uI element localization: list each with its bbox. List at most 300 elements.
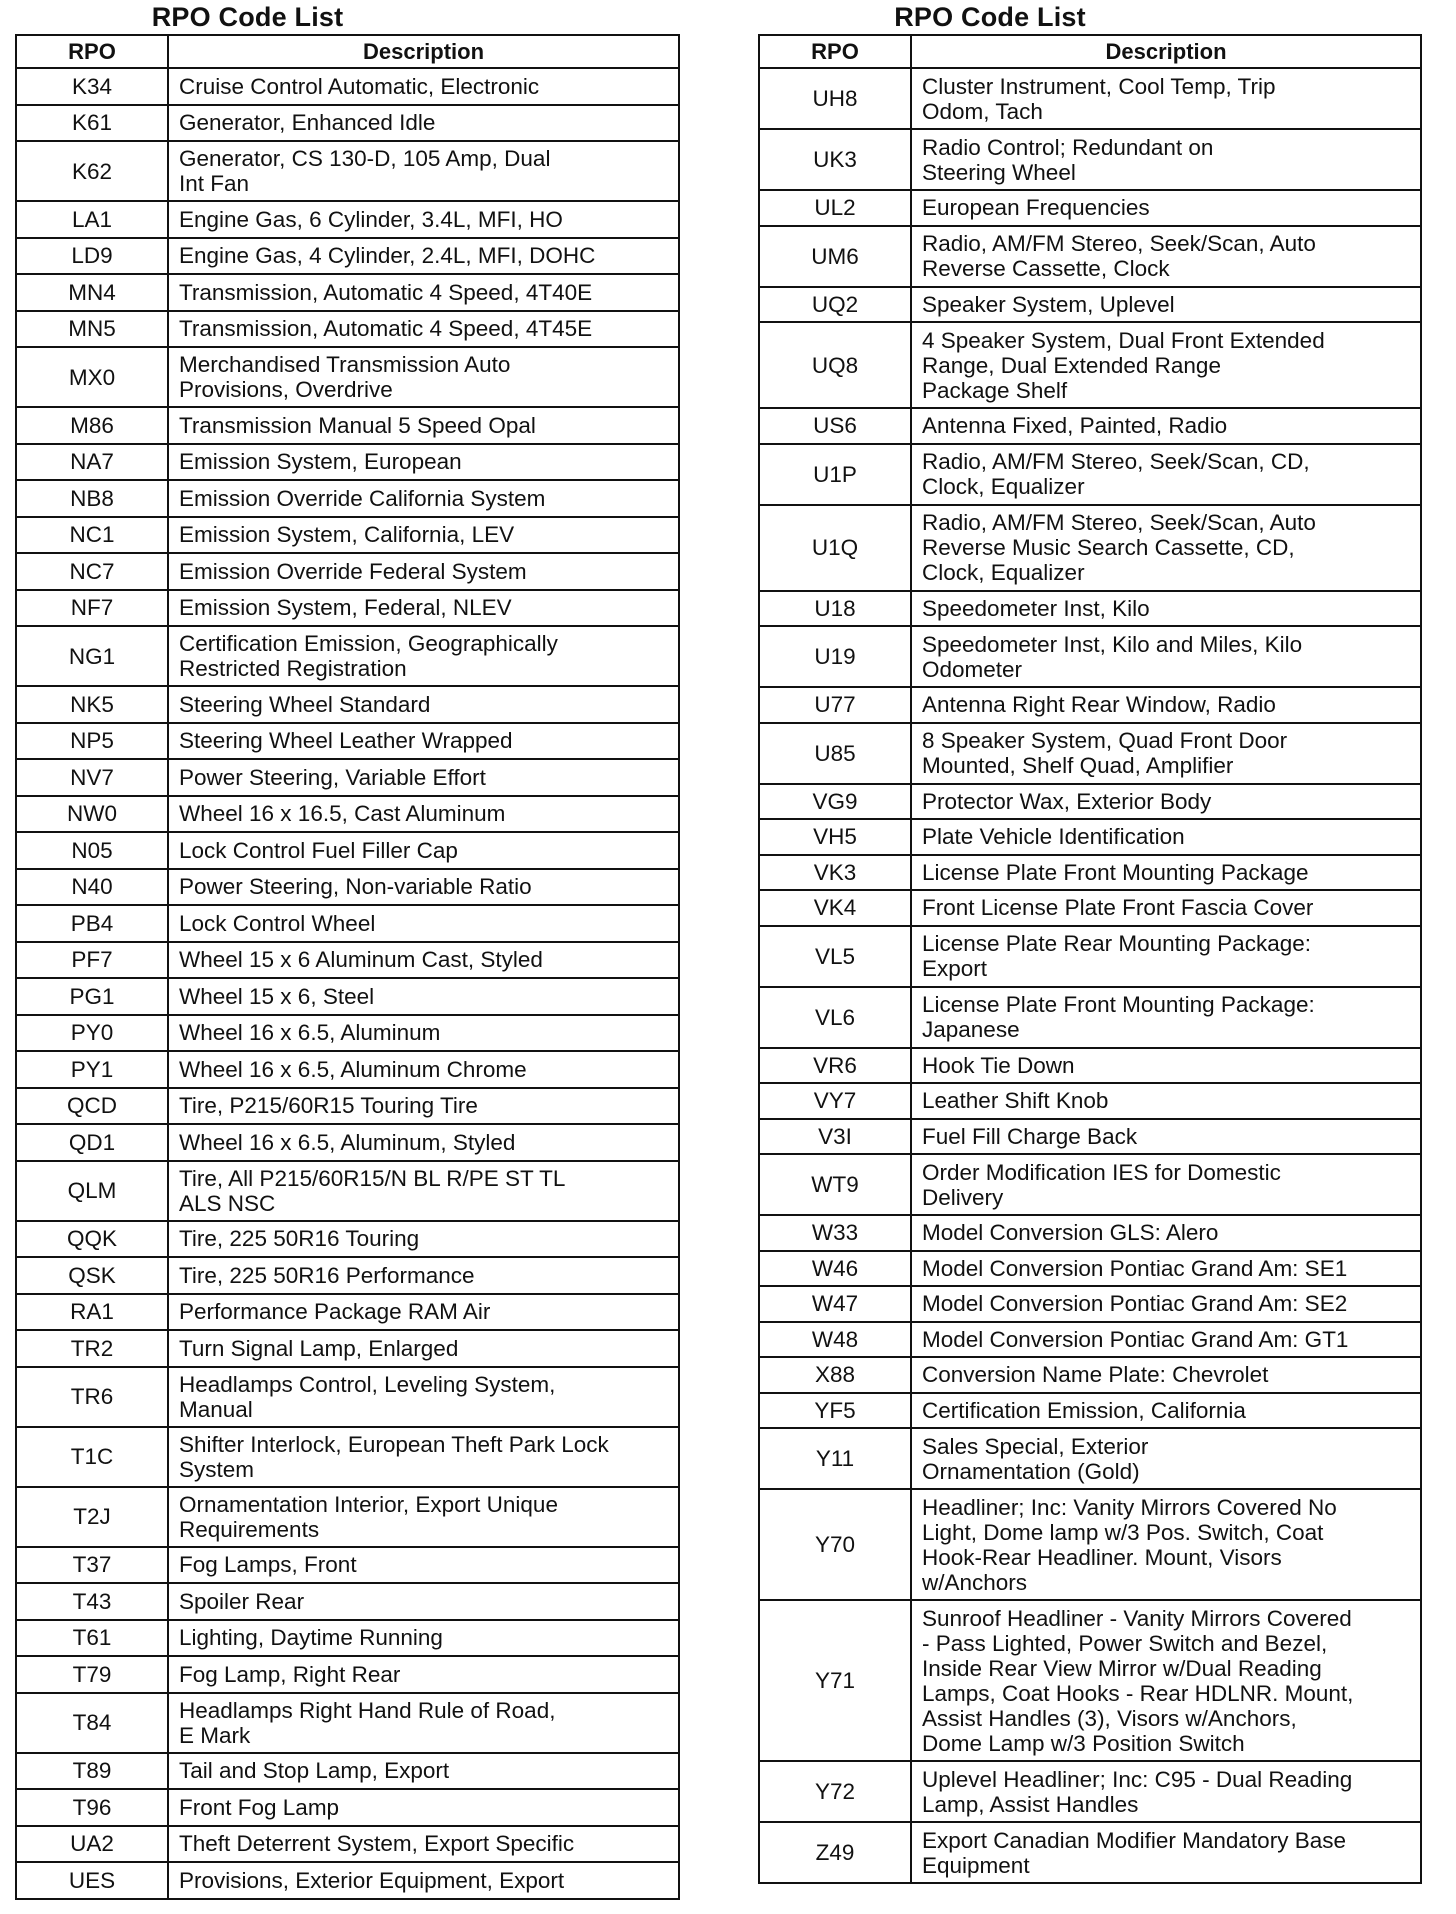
rpo-code-cell: US6 bbox=[759, 408, 911, 444]
table-row bbox=[16, 1547, 679, 1584]
rpo-code-cell: UA2 bbox=[16, 1826, 168, 1863]
rpo-code-cell: X88 bbox=[759, 1357, 911, 1393]
description-line: Leather Shift Knob bbox=[922, 1088, 1109, 1114]
table-row bbox=[16, 832, 679, 869]
description-line: Wheel 16 x 16.5, Cast Aluminum bbox=[179, 801, 506, 827]
table-row bbox=[759, 1357, 1421, 1393]
rpo-code-cell: T37 bbox=[16, 1547, 168, 1584]
description-line: European Frequencies bbox=[922, 195, 1150, 221]
rpo-code-cell: M86 bbox=[16, 407, 168, 444]
rpo-code-cell: U1P bbox=[759, 444, 911, 505]
rpo-code-cell: VG9 bbox=[759, 784, 911, 820]
description-cell bbox=[168, 1789, 679, 1826]
description-cell bbox=[168, 1221, 679, 1258]
table-row bbox=[16, 274, 679, 311]
table-row bbox=[16, 723, 679, 760]
rpo-code-cell: Y71 bbox=[759, 1600, 911, 1761]
description-line: Wheel 15 x 6 Aluminum Cast, Styled bbox=[179, 947, 543, 973]
description-cell bbox=[168, 1753, 679, 1790]
description-line: Antenna Right Rear Window, Radio bbox=[922, 692, 1276, 718]
table-row bbox=[16, 517, 679, 554]
description-cell bbox=[911, 408, 1421, 444]
description-line: Wheel 16 x 6.5, Aluminum Chrome bbox=[179, 1056, 527, 1082]
description-cell bbox=[911, 287, 1421, 323]
description-line: Transmission Manual 5 Speed Opal bbox=[179, 412, 536, 438]
description-cell bbox=[168, 1826, 679, 1863]
rpo-code-cell: NV7 bbox=[16, 759, 168, 796]
description-line: Order Modification IES for Domestic bbox=[922, 1159, 1281, 1185]
description-line: Hook-Rear Headliner. Mount, Visors bbox=[922, 1544, 1282, 1570]
description-line: Japanese bbox=[922, 1017, 1020, 1042]
description-cell bbox=[168, 105, 679, 142]
description-line: Emission Override Federal System bbox=[179, 558, 527, 584]
rpo-code-cell: RA1 bbox=[16, 1294, 168, 1331]
description-cell bbox=[168, 1367, 679, 1427]
description-line: Reverse Music Search Cassette, CD, bbox=[922, 535, 1295, 560]
description-cell bbox=[168, 590, 679, 627]
table-row bbox=[759, 987, 1421, 1048]
description-line: Mounted, Shelf Quad, Amplifier bbox=[922, 753, 1234, 778]
right-rpo-column-header: RPO bbox=[759, 35, 911, 68]
description-line: Cluster Instrument, Cool Temp, Trip bbox=[922, 73, 1276, 99]
table-row bbox=[16, 201, 679, 238]
description-cell bbox=[911, 1428, 1421, 1489]
description-cell bbox=[168, 68, 679, 105]
rpo-code-cell: VL6 bbox=[759, 987, 911, 1048]
description-line: Model Conversion GLS: Alero bbox=[922, 1220, 1219, 1246]
description-cell bbox=[911, 1489, 1421, 1600]
table-row bbox=[16, 1124, 679, 1161]
description-line: Headlamps Control, Leveling System, bbox=[179, 1371, 556, 1397]
rpo-code-cell: VR6 bbox=[759, 1048, 911, 1084]
table-row bbox=[16, 1826, 679, 1863]
description-cell bbox=[911, 1048, 1421, 1084]
rpo-code-cell: VK4 bbox=[759, 890, 911, 926]
description-line: Requirements bbox=[179, 1516, 320, 1542]
description-line: 8 Speaker System, Quad Front Door bbox=[922, 728, 1288, 753]
rpo-code-cell: TR6 bbox=[16, 1367, 168, 1427]
description-cell bbox=[911, 190, 1421, 226]
description-line: Power Steering, Non-variable Ratio bbox=[179, 874, 532, 900]
right-description-column-header: Description bbox=[911, 35, 1421, 68]
description-cell bbox=[168, 1547, 679, 1584]
description-line: Lamps, Coat Hooks - Rear HDLNR. Mount, bbox=[922, 1680, 1354, 1706]
description-line: Provisions, Overdrive bbox=[179, 377, 393, 402]
description-cell bbox=[168, 444, 679, 481]
rpo-code-cell: NC1 bbox=[16, 517, 168, 554]
description-cell bbox=[168, 1583, 679, 1620]
table-row bbox=[759, 408, 1421, 444]
right-table-title: RPO Code List bbox=[894, 2, 1086, 32]
description-line: Spoiler Rear bbox=[179, 1588, 305, 1614]
description-line: Conversion Name Plate: Chevrolet bbox=[922, 1362, 1269, 1388]
description-line: Transmission, Automatic 4 Speed, 4T40E bbox=[179, 279, 593, 305]
description-cell bbox=[168, 141, 679, 201]
description-line: Hook Tie Down bbox=[922, 1052, 1075, 1078]
description-line: Manual bbox=[179, 1396, 253, 1422]
description-line: Model Conversion Pontiac Grand Am: GT1 bbox=[922, 1326, 1349, 1352]
description-line: ALS NSC bbox=[179, 1190, 276, 1216]
table-row bbox=[759, 129, 1421, 190]
description-cell bbox=[168, 480, 679, 517]
rpo-code-cell: TR2 bbox=[16, 1330, 168, 1367]
table-row bbox=[16, 347, 679, 407]
table-row bbox=[16, 1862, 679, 1899]
description-line: Model Conversion Pontiac Grand Am: SE2 bbox=[922, 1291, 1348, 1317]
table-row bbox=[16, 686, 679, 723]
description-cell bbox=[168, 1862, 679, 1899]
description-line: Ornamentation Interior, Export Unique bbox=[179, 1491, 558, 1517]
rpo-code-cell: T96 bbox=[16, 1789, 168, 1826]
description-cell bbox=[168, 832, 679, 869]
table-row bbox=[16, 1294, 679, 1331]
table-row bbox=[759, 1322, 1421, 1358]
rpo-code-cell: PF7 bbox=[16, 942, 168, 979]
rpo-code-cell: UL2 bbox=[759, 190, 911, 226]
description-line: Certification Emission, Geographically bbox=[179, 631, 558, 656]
rpo-code-cell: Y72 bbox=[759, 1761, 911, 1822]
description-line: Theft Deterrent System, Export Specific bbox=[179, 1831, 575, 1857]
table-row bbox=[759, 1489, 1421, 1600]
description-cell bbox=[168, 978, 679, 1015]
rpo-code-cell: PG1 bbox=[16, 978, 168, 1015]
rpo-code-cell: UES bbox=[16, 1862, 168, 1899]
table-row bbox=[16, 1620, 679, 1657]
table-row bbox=[759, 626, 1421, 687]
description-line: Performance Package RAM Air bbox=[179, 1299, 491, 1325]
rpo-code-cell: PY0 bbox=[16, 1015, 168, 1052]
rpo-code-cell: U18 bbox=[759, 591, 911, 627]
description-line: Wheel 15 x 6, Steel bbox=[179, 983, 375, 1009]
right-header-row bbox=[759, 35, 1421, 68]
table-row bbox=[16, 759, 679, 796]
description-line: Fog Lamp, Right Rear bbox=[179, 1661, 401, 1687]
description-cell bbox=[911, 1357, 1421, 1393]
description-line: Front License Plate Front Fascia Cover bbox=[922, 895, 1314, 921]
description-line: Radio, AM/FM Stereo, Seek/Scan, CD, bbox=[922, 449, 1310, 474]
table-row bbox=[759, 687, 1421, 723]
rpo-code-cell: QQK bbox=[16, 1221, 168, 1258]
description-line: Front Fog Lamp bbox=[179, 1794, 340, 1820]
description-cell bbox=[168, 517, 679, 554]
rpo-list-left bbox=[15, 0, 680, 1900]
description-cell bbox=[168, 1015, 679, 1052]
description-cell bbox=[168, 723, 679, 760]
rpo-code-cell: T89 bbox=[16, 1753, 168, 1790]
table-row bbox=[759, 226, 1421, 287]
rpo-code-cell: NA7 bbox=[16, 444, 168, 481]
table-row bbox=[759, 1215, 1421, 1251]
rpo-code-cell: Y70 bbox=[759, 1489, 911, 1600]
table-row bbox=[16, 1257, 679, 1294]
description-line: Tail and Stop Lamp, Export bbox=[179, 1758, 450, 1784]
description-cell bbox=[911, 626, 1421, 687]
description-cell bbox=[168, 407, 679, 444]
table-row bbox=[16, 1427, 679, 1487]
description-cell bbox=[911, 890, 1421, 926]
description-cell bbox=[168, 905, 679, 942]
rpo-code-cell: VH5 bbox=[759, 819, 911, 855]
table-row bbox=[16, 1221, 679, 1258]
rpo-code-cell: MN4 bbox=[16, 274, 168, 311]
table-row bbox=[759, 1600, 1421, 1761]
rpo-code-cell: LD9 bbox=[16, 238, 168, 275]
description-line: Turn Signal Lamp, Enlarged bbox=[179, 1335, 459, 1361]
rpo-code-cell: PY1 bbox=[16, 1051, 168, 1088]
description-line: Radio, AM/FM Stereo, Seek/Scan, Auto bbox=[922, 510, 1316, 535]
rpo-code-cell: QLM bbox=[16, 1161, 168, 1221]
description-line: Merchandised Transmission Auto bbox=[179, 352, 511, 377]
description-line: Clock, Equalizer bbox=[922, 474, 1085, 499]
table-row bbox=[759, 723, 1421, 784]
rpo-code-cell: K61 bbox=[16, 105, 168, 142]
table-row bbox=[759, 1083, 1421, 1119]
description-line: Odom, Tach bbox=[922, 98, 1043, 124]
table-row bbox=[16, 905, 679, 942]
description-cell bbox=[168, 759, 679, 796]
description-line: System bbox=[179, 1456, 255, 1482]
description-cell bbox=[911, 505, 1421, 591]
description-line: Steering Wheel Leather Wrapped bbox=[179, 728, 513, 754]
rpo-code-cell: T43 bbox=[16, 1583, 168, 1620]
rpo-code-cell: T61 bbox=[16, 1620, 168, 1657]
description-line: Radio, AM/FM Stereo, Seek/Scan, Auto bbox=[922, 231, 1316, 256]
description-line: w/Anchors bbox=[922, 1569, 1028, 1595]
description-line: Model Conversion Pontiac Grand Am: SE1 bbox=[922, 1255, 1348, 1281]
description-line: Assist Handles (3), Visors w/Anchors, bbox=[922, 1705, 1297, 1731]
rpo-code-cell: U77 bbox=[759, 687, 911, 723]
description-line: Protector Wax, Exterior Body bbox=[922, 788, 1212, 814]
description-cell bbox=[911, 784, 1421, 820]
description-cell bbox=[168, 1088, 679, 1125]
rpo-code-cell: W47 bbox=[759, 1286, 911, 1322]
rpo-code-cell: VK3 bbox=[759, 855, 911, 891]
description-cell bbox=[168, 274, 679, 311]
rpo-code-cell: QSK bbox=[16, 1257, 168, 1294]
table-row bbox=[16, 626, 679, 686]
rpo-code-cell: N05 bbox=[16, 832, 168, 869]
description-cell bbox=[168, 1656, 679, 1693]
rpo-code-cell: W46 bbox=[759, 1251, 911, 1287]
rpo-code-cell: U85 bbox=[759, 723, 911, 784]
table-row bbox=[16, 68, 679, 105]
description-cell bbox=[911, 591, 1421, 627]
description-cell bbox=[911, 819, 1421, 855]
description-cell bbox=[911, 129, 1421, 190]
description-line: Speaker System, Uplevel bbox=[922, 291, 1175, 317]
rpo-code-cell: NK5 bbox=[16, 686, 168, 723]
rpo-code-cell: LA1 bbox=[16, 201, 168, 238]
table-row bbox=[759, 1822, 1421, 1883]
description-line: Export Canadian Modifier Mandatory Base bbox=[922, 1827, 1346, 1853]
description-cell bbox=[911, 226, 1421, 287]
rpo-code-cell: WT9 bbox=[759, 1154, 911, 1215]
rpo-code-cell: NG1 bbox=[16, 626, 168, 686]
description-line: Fuel Fill Charge Back bbox=[922, 1123, 1138, 1149]
description-line: Restricted Registration bbox=[179, 656, 407, 681]
table-row bbox=[759, 591, 1421, 627]
rpo-code-cell: U1Q bbox=[759, 505, 911, 591]
description-line: Certification Emission, California bbox=[922, 1397, 1246, 1423]
table-row bbox=[759, 322, 1421, 408]
table-row bbox=[759, 1286, 1421, 1322]
description-cell bbox=[911, 855, 1421, 891]
description-line: Sunroof Headliner - Vanity Mirrors Covered bbox=[922, 1605, 1352, 1631]
rpo-code-cell: Y11 bbox=[759, 1428, 911, 1489]
left-header-row bbox=[16, 35, 679, 68]
description-cell bbox=[168, 869, 679, 906]
description-line: Lock Control Wheel bbox=[179, 910, 376, 936]
description-cell bbox=[168, 1051, 679, 1088]
description-cell bbox=[168, 796, 679, 833]
description-line: Provisions, Exterior Equipment, Export bbox=[179, 1867, 565, 1893]
table-row bbox=[759, 855, 1421, 891]
description-line: Odometer bbox=[922, 656, 1023, 682]
description-line: Wheel 16 x 6.5, Aluminum, Styled bbox=[179, 1129, 516, 1155]
rpo-code-cell: UK3 bbox=[759, 129, 911, 190]
table-row bbox=[16, 444, 679, 481]
rpo-code-cell: PB4 bbox=[16, 905, 168, 942]
table-row bbox=[759, 1251, 1421, 1287]
description-line: Emission System, Federal, NLEV bbox=[179, 595, 512, 621]
rpo-code-cell: UH8 bbox=[759, 68, 911, 129]
description-cell bbox=[911, 926, 1421, 987]
table-row bbox=[759, 190, 1421, 226]
description-line: Power Steering, Variable Effort bbox=[179, 764, 486, 790]
description-cell bbox=[911, 1393, 1421, 1429]
table-row bbox=[16, 553, 679, 590]
description-line: Package Shelf bbox=[922, 377, 1068, 403]
left-rpo-table bbox=[15, 34, 680, 1900]
description-cell bbox=[168, 1124, 679, 1161]
rpo-code-cell: UQ2 bbox=[759, 287, 911, 323]
table-row bbox=[759, 1428, 1421, 1489]
description-cell bbox=[911, 1322, 1421, 1358]
description-cell bbox=[168, 1330, 679, 1367]
description-line: - Pass Lighted, Power Switch and Bezel, bbox=[922, 1630, 1328, 1656]
description-cell bbox=[911, 1083, 1421, 1119]
description-line: Headliner; Inc: Vanity Mirrors Covered No bbox=[922, 1494, 1337, 1520]
right-table-body bbox=[759, 68, 1421, 1883]
table-row bbox=[759, 819, 1421, 855]
table-row bbox=[16, 105, 679, 142]
description-cell bbox=[911, 1251, 1421, 1287]
description-line: Tire, 225 50R16 Touring bbox=[179, 1226, 420, 1252]
description-line: 4 Speaker System, Dual Front Extended bbox=[922, 327, 1325, 353]
description-cell bbox=[168, 1427, 679, 1487]
rpo-code-cell: T2J bbox=[16, 1487, 168, 1547]
description-cell bbox=[911, 723, 1421, 784]
rpo-code-cell: W33 bbox=[759, 1215, 911, 1251]
description-line: Uplevel Headliner; Inc: C95 - Dual Reading bbox=[922, 1766, 1353, 1792]
description-cell bbox=[911, 687, 1421, 723]
description-cell bbox=[168, 942, 679, 979]
rpo-code-cell: T84 bbox=[16, 1693, 168, 1753]
description-line: Engine Gas, 4 Cylinder, 2.4L, MFI, DOHC bbox=[179, 243, 596, 269]
description-line: Lock Control Fuel Filler Cap bbox=[179, 837, 458, 863]
table-row bbox=[759, 784, 1421, 820]
rpo-code-cell: VL5 bbox=[759, 926, 911, 987]
table-row bbox=[16, 1015, 679, 1052]
left-description-column-header: Description bbox=[168, 35, 679, 68]
description-line: Speedometer Inst, Kilo bbox=[922, 595, 1150, 621]
description-line: Emission System, California, LEV bbox=[179, 522, 515, 548]
description-cell bbox=[168, 686, 679, 723]
table-row bbox=[759, 1393, 1421, 1429]
description-line: Tire, 225 50R16 Performance bbox=[179, 1262, 475, 1288]
rpo-code-cell: W48 bbox=[759, 1322, 911, 1358]
description-cell bbox=[168, 1620, 679, 1657]
description-line: Inside Rear View Mirror w/Dual Reading bbox=[922, 1655, 1322, 1681]
rpo-code-cell: T79 bbox=[16, 1656, 168, 1693]
description-line: Steering Wheel Standard bbox=[179, 691, 431, 717]
table-row bbox=[16, 1753, 679, 1790]
description-line: Speedometer Inst, Kilo and Miles, Kilo bbox=[922, 631, 1303, 657]
description-cell bbox=[911, 1600, 1421, 1761]
rpo-list-right bbox=[758, 0, 1422, 1884]
description-line: Ornamentation (Gold) bbox=[922, 1458, 1140, 1484]
description-line: Reverse Cassette, Clock bbox=[922, 256, 1170, 281]
description-line: Light, Dome lamp w/3 Pos. Switch, Coat bbox=[922, 1519, 1324, 1545]
table-row bbox=[759, 1154, 1421, 1215]
description-line: Tire, All P215/60R15/N BL R/PE ST TL bbox=[179, 1165, 566, 1191]
description-cell bbox=[911, 1119, 1421, 1155]
rpo-code-cell: MX0 bbox=[16, 347, 168, 407]
description-cell bbox=[168, 1161, 679, 1221]
description-line: Emission Override California System bbox=[179, 485, 546, 511]
table-row bbox=[16, 1051, 679, 1088]
description-line: Plate Vehicle Identification bbox=[922, 824, 1185, 850]
description-line: Int Fan bbox=[179, 171, 250, 196]
description-cell bbox=[168, 201, 679, 238]
table-row bbox=[16, 1583, 679, 1620]
description-line: Sales Special, Exterior bbox=[922, 1433, 1149, 1459]
table-row bbox=[759, 1048, 1421, 1084]
table-row bbox=[16, 869, 679, 906]
description-line: E Mark bbox=[179, 1722, 251, 1748]
right-rpo-table bbox=[758, 34, 1422, 1884]
table-row bbox=[16, 796, 679, 833]
rpo-code-cell: QCD bbox=[16, 1088, 168, 1125]
table-row bbox=[759, 287, 1421, 323]
description-line: Antenna Fixed, Painted, Radio bbox=[922, 413, 1228, 439]
description-cell bbox=[168, 1487, 679, 1547]
table-row bbox=[759, 68, 1421, 129]
description-cell bbox=[911, 68, 1421, 129]
description-cell bbox=[911, 1215, 1421, 1251]
description-line: Fog Lamps, Front bbox=[179, 1552, 357, 1578]
table-row bbox=[16, 311, 679, 348]
description-line: Generator, Enhanced Idle bbox=[179, 110, 436, 136]
table-row bbox=[759, 926, 1421, 987]
table-row bbox=[16, 480, 679, 517]
description-line: Headlamps Right Hand Rule of Road, bbox=[179, 1697, 556, 1723]
description-line: Export bbox=[922, 956, 988, 981]
description-line: Lighting, Daytime Running bbox=[179, 1625, 443, 1651]
description-line: Tire, P215/60R15 Touring Tire bbox=[179, 1093, 478, 1119]
description-line: Transmission, Automatic 4 Speed, 4T45E bbox=[179, 316, 593, 342]
table-row bbox=[16, 238, 679, 275]
table-row bbox=[759, 1761, 1421, 1822]
description-cell bbox=[911, 1154, 1421, 1215]
rpo-code-cell: UQ8 bbox=[759, 322, 911, 408]
table-row bbox=[16, 141, 679, 201]
table-row bbox=[16, 1330, 679, 1367]
description-cell bbox=[911, 444, 1421, 505]
description-line: Engine Gas, 6 Cylinder, 3.4L, MFI, HO bbox=[179, 206, 563, 232]
description-line: Dome Lamp w/3 Position Switch bbox=[922, 1730, 1245, 1756]
description-line: Clock, Equalizer bbox=[922, 560, 1085, 585]
